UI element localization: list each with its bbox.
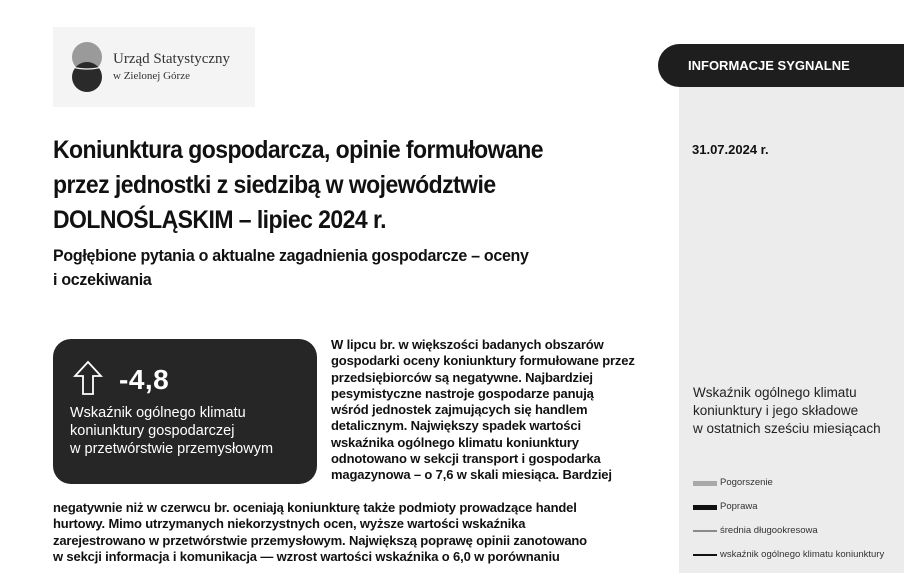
caption-line: koniunktury i jego składowe xyxy=(693,403,859,418)
paragraph-line: w sekcji informacja i komunikacja — wzrost wartości wskaźnika o 6,0 w porównaniu xyxy=(53,548,560,564)
statistics-office-logo-icon xyxy=(69,41,105,93)
legend-swatch-bar xyxy=(693,481,717,486)
page-title xyxy=(53,133,596,238)
office-logo xyxy=(53,27,255,107)
kpi-label-line: Wskaźnik ogólnego klimatu xyxy=(70,405,246,421)
release-date: 31.07.2024 r. xyxy=(692,142,769,157)
kpi-label-line: koniunktury gospodarczej xyxy=(70,423,235,439)
paragraph-line: magazynowa – o 7,6 w skali miesiąca. Bardziej xyxy=(331,467,612,483)
title-line: przez jednostki z siedzibą w województwie xyxy=(53,171,496,199)
caption-line: Wskaźnik ogólnego klimatu xyxy=(693,385,857,400)
legend-label: Poprawa xyxy=(720,501,758,512)
paragraph-line: gospodarki oceny koniunktury formułowane przez xyxy=(331,353,635,369)
subtitle-line: Pogłębione pytania o aktualne zagadnienia gospodarcze – oceny xyxy=(53,246,529,265)
intro-paragraph-full xyxy=(53,500,653,565)
page-subtitle xyxy=(53,244,608,292)
title-line: DOLNOŚLĄSKIM – lipiec 2024 r. xyxy=(53,206,386,234)
logo-name-line1: Urząd Statystyczny xyxy=(113,51,231,67)
paragraph-line: przedsiębiorców są negatywne. Najbardziej xyxy=(331,369,593,385)
up-arrow-outline-icon xyxy=(73,360,103,396)
legend-label: średnia długookresowa xyxy=(720,525,818,536)
kpi-card xyxy=(53,339,317,484)
intro-paragraph-column xyxy=(331,337,671,484)
paragraph-line: wskaźnika ogólnego klimatu koniunktury xyxy=(331,434,579,450)
paragraph-line: negatywnie niż w czerwcu br. oceniają koniunkturę także podmioty prowadzące handel xyxy=(53,500,577,515)
legend-item-worse xyxy=(693,476,898,500)
paragraph-line: wśród jednostek zajmujących się handlem xyxy=(331,402,588,418)
legend-swatch-line xyxy=(693,554,717,556)
paragraph-line: odnotowano w sekcji transport i gospodarka xyxy=(331,451,601,467)
chart-caption xyxy=(693,384,898,438)
paragraph-line: pesymistyczne nastroje gospodarze panują xyxy=(331,385,594,401)
legend-swatch-line xyxy=(693,530,717,532)
legend-label: wskaźnik ogólnego klimatu koniunktury xyxy=(720,549,885,560)
logo-name-line2: w Zielonej Górze xyxy=(113,70,190,82)
paragraph-line: W lipcu br. w większości badanych obszarów xyxy=(331,337,604,352)
kpi-label-line: w przetwórstwie przemysłowym xyxy=(70,441,274,457)
subtitle-line: i oczekiwania xyxy=(53,270,152,289)
legend-item-better xyxy=(693,500,898,524)
sidebar-header-tab: INFORMACJE SYGNALNE xyxy=(658,44,904,87)
paragraph-line: hurtowy. Mimo utrzymanych niekorzystnych ocen, wyższe wartości wskaźnika xyxy=(53,516,526,532)
legend-item-climate-indicator xyxy=(693,548,898,572)
kpi-value: -4,8 xyxy=(119,364,170,395)
caption-line: w ostatnich sześciu miesiącach xyxy=(693,421,881,436)
title-line: Koniunktura gospodarcza, opinie formułowane xyxy=(53,136,543,164)
legend-swatch-bar xyxy=(693,505,717,510)
paragraph-line: zarejestrowano w przetwórstwie przemysłowym. Największą poprawę opinii zanotowano xyxy=(53,532,587,548)
paragraph-line: detalicznym. Największy spadek wartości xyxy=(331,418,581,434)
kpi-label xyxy=(70,404,310,458)
legend-label: Pogorszenie xyxy=(720,477,773,488)
chart-legend xyxy=(693,476,898,572)
legend-item-long-term-average xyxy=(693,524,898,548)
